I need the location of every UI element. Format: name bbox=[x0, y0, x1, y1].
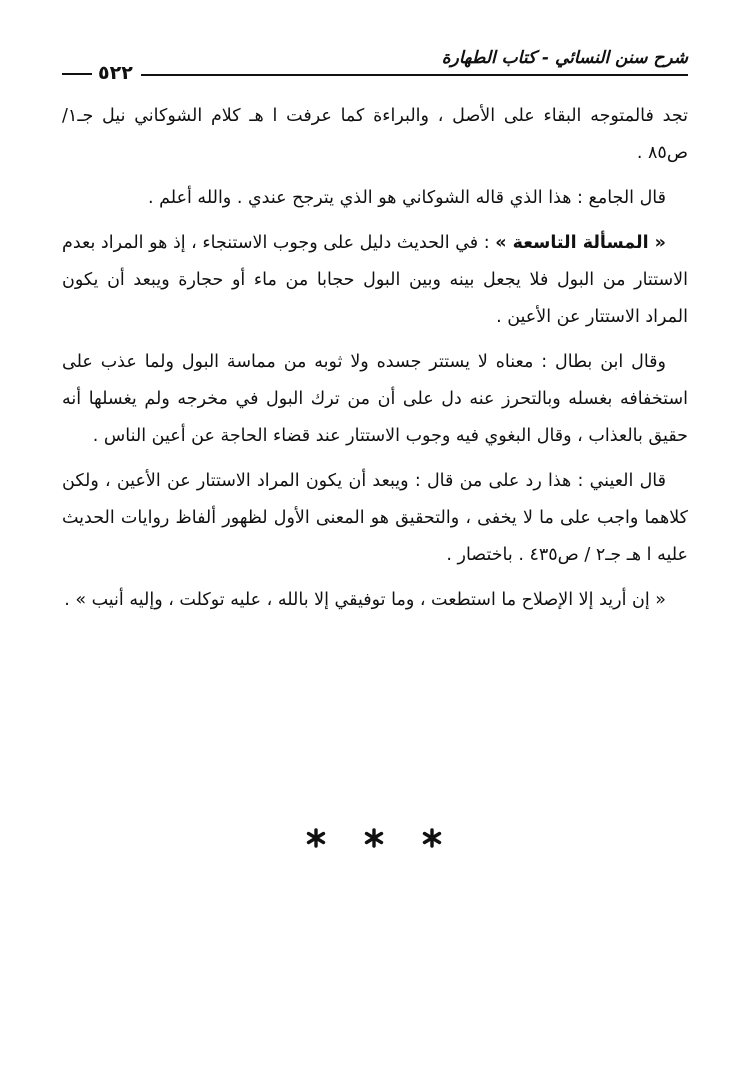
issue-heading: « المسألة التاسعة » bbox=[495, 233, 666, 253]
paragraph-continuation bbox=[62, 98, 688, 172]
main-text bbox=[62, 98, 688, 627]
section-divider-ornament bbox=[0, 828, 748, 852]
paragraph-text: قال الجامع : هذا الذي قاله الشوكاني هو الذي يترجح عندي . والله أعلم . bbox=[148, 188, 666, 208]
paragraph-text: : في الحديث دليل على وجوب الاستنجاء ، إذ هو المراد بعدم الاستتار من البول فلا يجعل بينه وبين البول حجابا من ماء أو حجارة ويبعد أن يكون المراد الاستتار عن الأعين . bbox=[62, 233, 688, 327]
page-number bbox=[62, 62, 141, 84]
paragraph-text: قال العيني : هذا رد على من قال : ويبعد أن يكون المراد الاستتار عن الأعين ، ولكن كلاهما واجب على ما لا يخفى ، والتحقيق هو المعنى الأول لظهور ألفاظ روايات الحديث عليه ا هـ جـ٢ / ص٤٣٥ . باختصار . bbox=[62, 471, 688, 565]
asterisk-icon bbox=[306, 828, 326, 848]
paragraph-ibn-battal bbox=[62, 344, 688, 455]
paragraph-text: وقال ابن بطال : معناه لا يستتر جسده ولا ثوبه من مماسة البول ولما عذب على استخفافه بغسله وبالتحرز عنه دل على أن من ترك البول في مخرجه ولم يغسلها أنه حقيق بالعذاب ، وقال البغوي فيه وجوب الاستتار عند قضاء الحاجة عن أعين الناس . bbox=[62, 352, 688, 446]
paragraph-text: « إن أريد إلا الإصلاح ما استطعت ، وما توفيقي إلا بالله ، عليه توكلت ، وإليه أنيب » . bbox=[64, 590, 666, 610]
book-title: شرح سنن النسائي - كتاب الطهارة bbox=[441, 48, 688, 68]
asterisk-icon bbox=[364, 828, 384, 848]
paragraph-text: تجد فالمتوجه البقاء على الأصل ، والبراءة كما عرفت ا هـ كلام الشوكاني نيل جـ١/ ص٨٥ . bbox=[62, 106, 688, 163]
page-number-dash bbox=[62, 73, 92, 75]
paragraph-closing-quote bbox=[62, 582, 688, 619]
asterisk-icon bbox=[422, 828, 442, 848]
paragraph-al-ayni bbox=[62, 463, 688, 574]
header-rule bbox=[62, 74, 688, 76]
page-number-text: ٥٢٢ bbox=[98, 62, 133, 84]
paragraph-ninth-issue bbox=[62, 225, 688, 336]
running-header bbox=[62, 46, 688, 86]
paragraph-jami-comment bbox=[62, 180, 688, 217]
